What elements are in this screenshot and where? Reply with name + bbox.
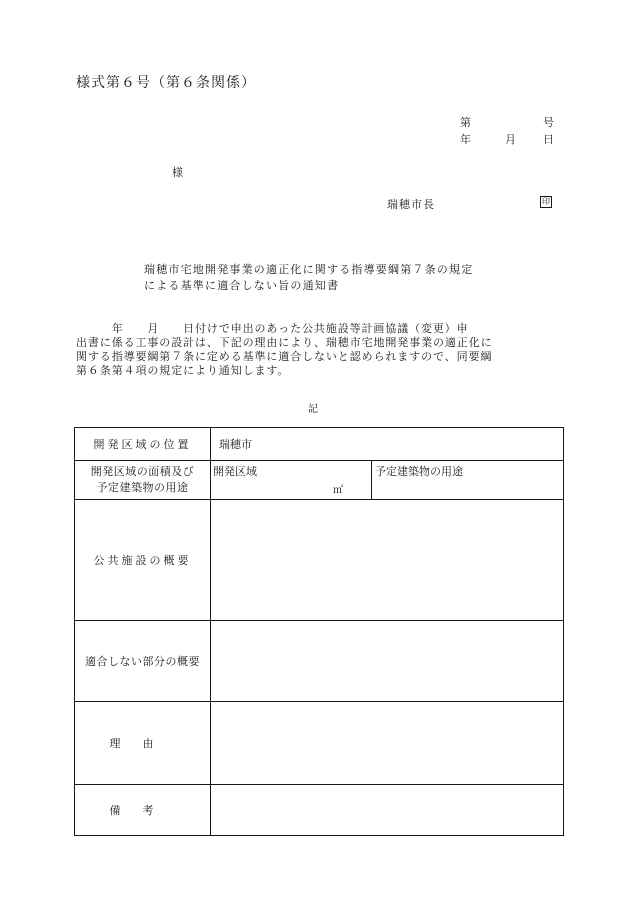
noncompliant-value — [211, 621, 564, 702]
table-row — [75, 461, 564, 500]
area-use-label-line: 予定建築物の用途 — [96, 481, 189, 494]
notification-table — [74, 427, 564, 836]
body-line: 出書に係る工事の設計は、下記の理由により、瑞穂市宅地開発事業の適正化に — [76, 336, 493, 349]
use-field — [372, 461, 564, 500]
seal-icon: 印 — [542, 197, 550, 206]
number-prefix: 第 — [460, 116, 471, 129]
area-use-label — [75, 461, 211, 500]
sender-name: 瑞穂市長 — [387, 198, 435, 211]
location-label: 開発区域の位置 — [75, 428, 211, 461]
table-row — [75, 621, 564, 702]
body-line: 年 月 日付けで申出のあった公共施設等計画協議（変更）申 — [76, 322, 469, 335]
area-sub-label: 開発区域 — [213, 465, 257, 478]
document-title — [144, 262, 524, 294]
remarks-value — [211, 785, 564, 836]
table-row — [75, 702, 564, 785]
body-line: 関する指導要綱第７条に定める基準に適合しないと認められますので、同要綱 — [76, 350, 493, 363]
number-suffix: 号 — [543, 116, 554, 129]
form-title: 様式第６号（第６条関係） — [76, 75, 256, 91]
reason-label: 理由 — [75, 702, 211, 785]
noncompliant-label: 適合しない部分の概要 — [75, 621, 211, 702]
area-field — [211, 461, 372, 500]
reason-value — [211, 702, 564, 785]
title-line: による基準に適合しない旨の通知書 — [144, 279, 340, 292]
ki-heading: 記 — [308, 404, 318, 415]
public-facility-value — [211, 500, 564, 621]
addressee-suffix: 様 — [172, 166, 183, 179]
title-line: 瑞穂市宅地開発事業の適正化に関する指導要綱第７条の規定 — [144, 263, 474, 276]
year-label: 年 — [460, 133, 471, 146]
table-row — [75, 500, 564, 621]
day-label: 日 — [543, 133, 554, 146]
area-use-label-line: 開発区域の面積及び — [90, 465, 195, 478]
public-facility-label: 公共施設の概要 — [75, 500, 211, 621]
remarks-label: 備考 — [75, 785, 211, 836]
area-unit: ㎡ — [333, 485, 343, 496]
body-paragraph — [76, 322, 554, 378]
month-label: 月 — [505, 133, 516, 146]
body-line: 第６条第４項の規定により通知します。 — [76, 364, 290, 377]
table-row — [75, 785, 564, 836]
use-sub-label: 予定建築物の用途 — [375, 465, 463, 478]
location-value: 瑞穂市 — [211, 428, 564, 461]
table-row — [75, 428, 564, 461]
